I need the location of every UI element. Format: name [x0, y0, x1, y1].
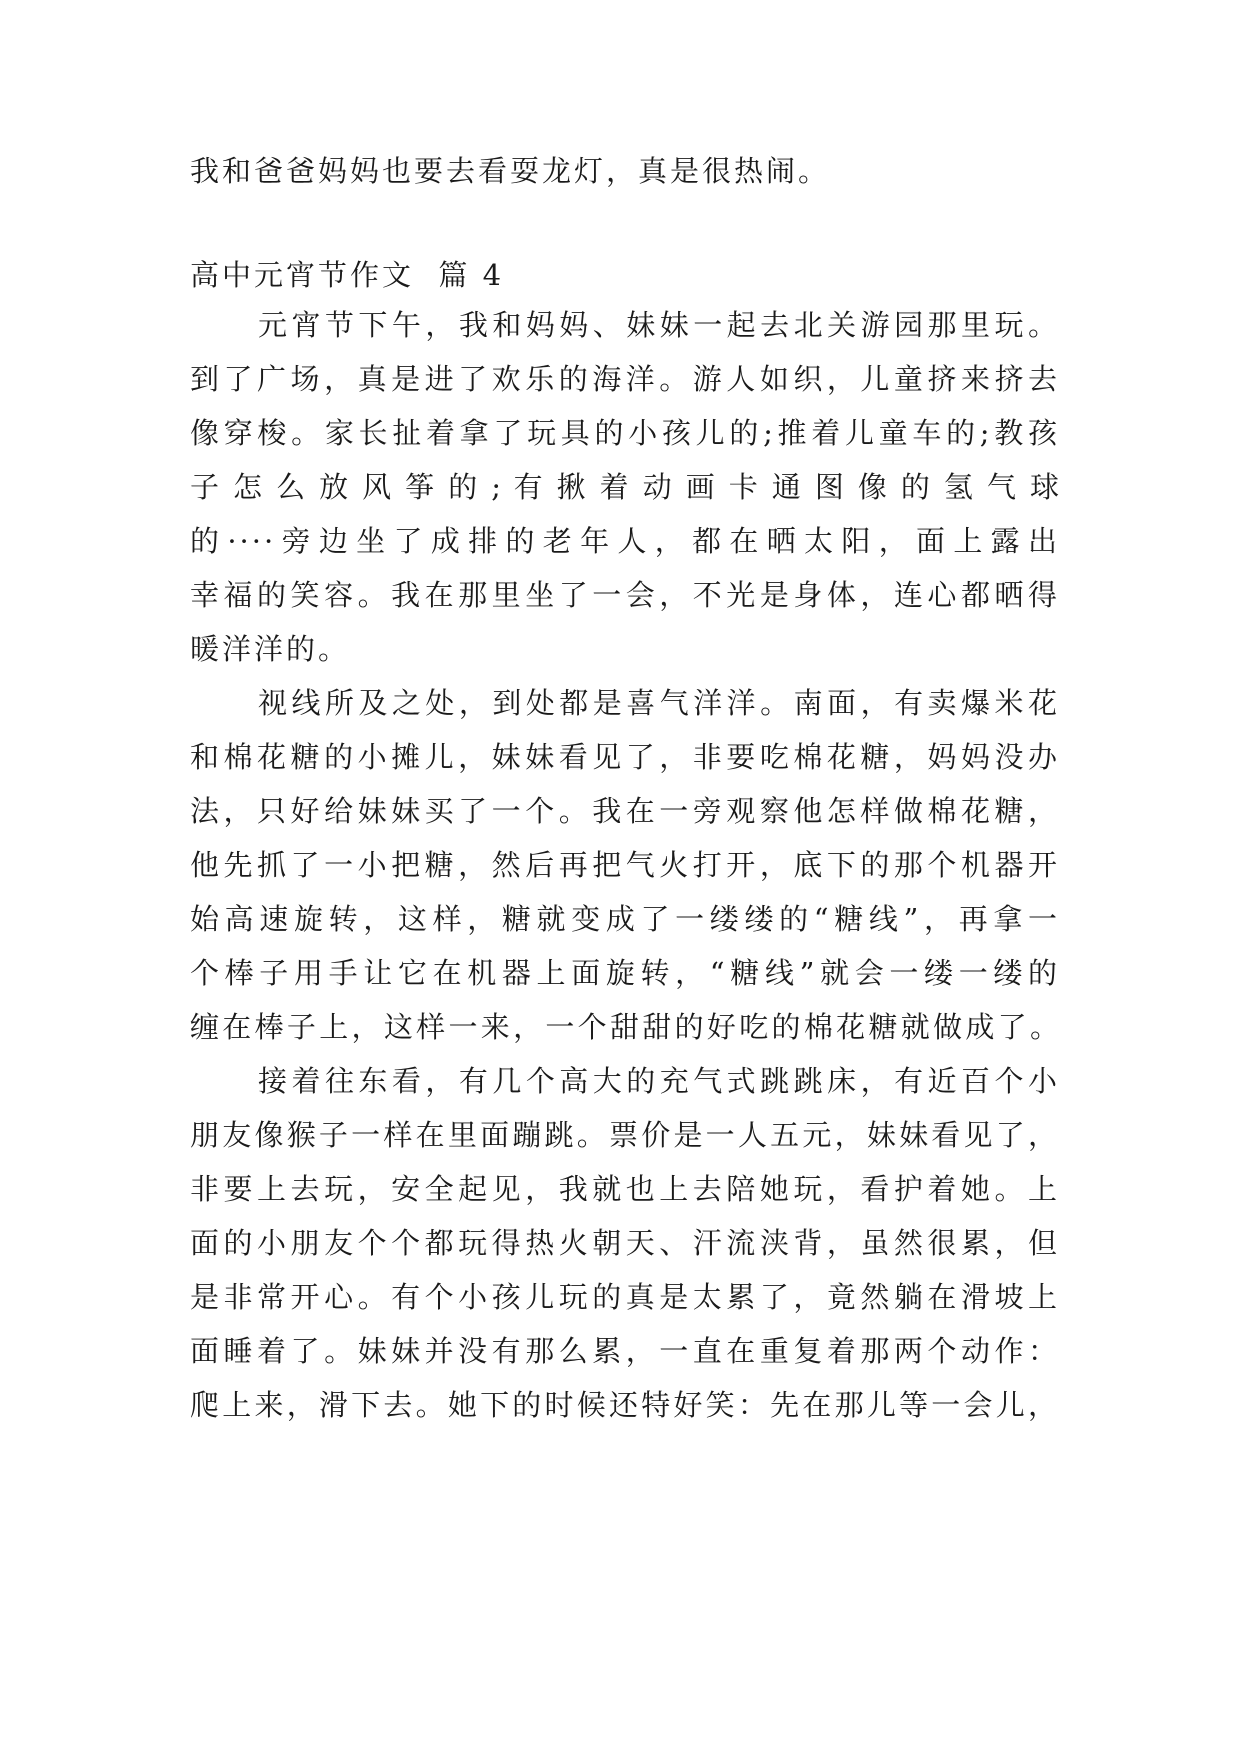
paragraph-line: 缠在棒子上，这样一来，一个甜甜的好吃的棉花糖就做成了。	[190, 1010, 1060, 1044]
paragraph-line: 到了广场，真是进了欢乐的海洋。游人如织，儿童挤来挤去	[190, 362, 1060, 396]
paragraph-line: 幸福的笑容。我在那里坐了一会，不光是身体，连心都晒得	[190, 578, 1060, 612]
paragraph-line: 暖洋洋的。	[190, 632, 351, 666]
paragraph-line: 像穿梭。家长扯着拿了玩具的小孩儿的;推着儿童车的;教孩	[190, 416, 1060, 450]
paragraph-line: 和棉花糖的小摊儿，妹妹看见了，非要吃棉花糖，妈妈没办	[190, 740, 1060, 774]
paragraph-line: 元宵节下午，我和妈妈、妹妹一起去北关游园那里玩。	[258, 308, 1060, 342]
paragraph-line: 的····旁边坐了成排的老年人，都在晒太阳，面上露出	[190, 524, 1060, 558]
paragraph-line: 法，只好给妹妹买了一个。我在一旁观察他怎样做棉花糖，	[190, 794, 1060, 828]
lead-line: 我和爸爸妈妈也要去看耍龙灯，真是很热闹。	[190, 154, 831, 188]
paragraph-line: 是非常开心。有个小孩儿玩的真是太累了，竟然躺在滑坡上	[190, 1280, 1060, 1314]
paragraph-line: 子 怎 么 放 风 筝 的 ; 有 揪 着 动 画 卡 通 图 像 的 氢 气 球	[190, 470, 1060, 504]
paragraph-line: 个棒子用手让它在机器上面旋转，“糖线”就会一缕一缕的	[190, 956, 1060, 990]
paragraph-line: 始高速旋转，这样，糖就变成了一缕缕的“糖线”，再拿一	[190, 902, 1060, 936]
paragraph-line: 接着往东看，有几个高大的充气式跳跳床，有近百个小	[258, 1064, 1060, 1098]
paragraph-line: 爬上来，滑下去。她下的时候还特好笑：先在那儿等一会儿，	[190, 1388, 1060, 1422]
paragraph-line: 面的小朋友个个都玩得热火朝天、汗流浃背，虽然很累，但	[190, 1226, 1060, 1260]
paragraph-line: 面睡着了。妹妹并没有那么累，一直在重复着那两个动作：	[190, 1334, 1060, 1368]
paragraph-line: 他先抓了一小把糖，然后再把气火打开，底下的那个机器开	[190, 848, 1060, 882]
paragraph-line: 视线所及之处，到处都是喜气洋洋。南面，有卖爆米花	[258, 686, 1060, 720]
paragraph-line: 非要上去玩，安全起见，我就也上去陪她玩，看护着她。上	[190, 1172, 1060, 1206]
section-heading: 高中元宵节作文 篇 4	[190, 258, 505, 292]
paragraph-line: 朋友像猴子一样在里面蹦跳。票价是一人五元，妹妹看见了，	[190, 1118, 1060, 1152]
